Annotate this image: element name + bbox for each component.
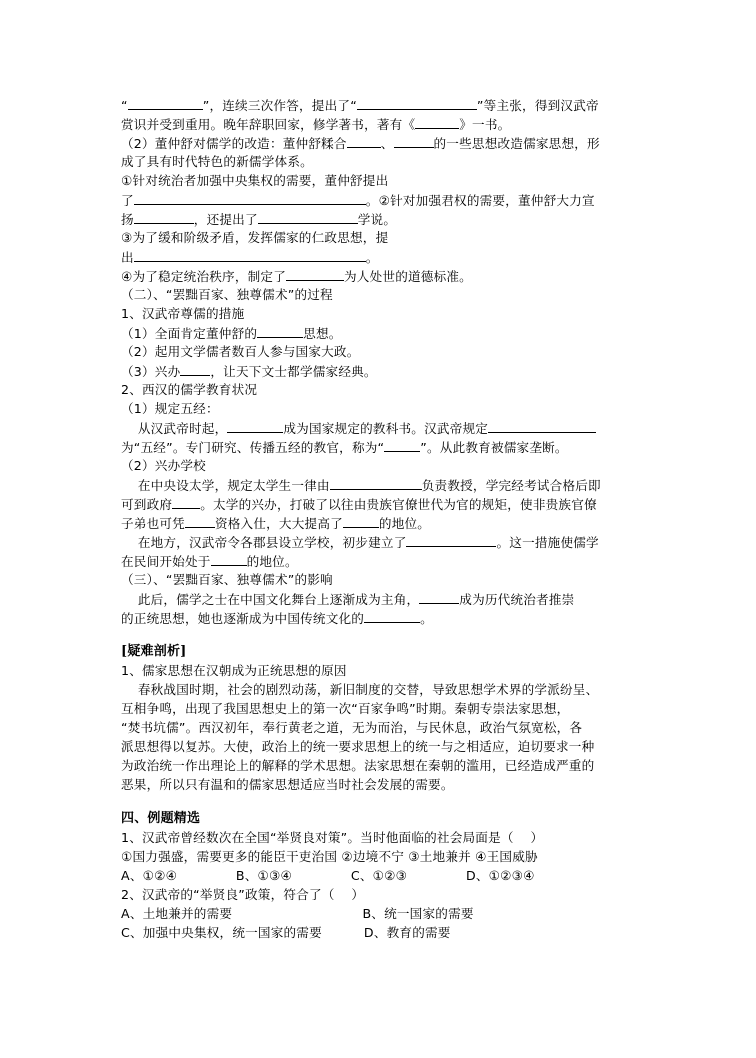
- fill-blank: [185, 514, 215, 528]
- line-text: 可到政府: [121, 497, 173, 512]
- fill-blank: [258, 210, 358, 224]
- line-text: 赏识并受到重用。晚年辞职回家，修学著书，著有《: [121, 117, 416, 132]
- text-line: [121, 286, 333, 304]
- line-text: 。这一措施使儒学: [496, 535, 599, 550]
- fill-blank: [364, 609, 420, 623]
- fill-blank: [330, 476, 422, 490]
- text-line: [121, 681, 598, 699]
- line-text: 1、儒家思想在汉朝成为正统思想的原因: [121, 663, 347, 678]
- text-line: [121, 514, 430, 533]
- line-text: （1）规定五经：: [121, 401, 219, 416]
- text-line: [121, 191, 595, 210]
- text-line: [121, 229, 388, 247]
- text-line: [121, 362, 377, 381]
- line-text: 在中央设太学，规定太学生一律由: [121, 478, 330, 493]
- line-text: ”等主张，得到汉武帝: [476, 98, 599, 113]
- line-text: ”。从此教育被儒家垄断。: [420, 440, 568, 455]
- fill-blank: [488, 419, 596, 433]
- line-text: 2、西汉的儒学教育状况: [121, 382, 258, 397]
- line-text: 负责教授，学完经考试合格后即: [421, 478, 601, 493]
- text-line: [121, 886, 364, 904]
- line-text: 从汉武帝时起，: [121, 421, 228, 436]
- text-line: [121, 924, 451, 942]
- line-text: 春秋战国时期，社会的剧烈动荡，新旧制度的交替，导致思想学术界的学派纷呈、: [121, 682, 599, 697]
- text-line: [121, 495, 597, 514]
- line-text: “焚书坑儒”。西汉初年，奉行黄老之道，无为而治，与民休息，政治气氛宽松，各: [121, 720, 583, 735]
- line-text: 派思想得以复苏。大使，政治上的统一要求思想上的统一与之相适应，迫切要求一种: [121, 739, 595, 754]
- line-text: 的正统思想，她也逐渐成为中国传统文化的: [121, 611, 365, 626]
- fill-blank: [347, 134, 381, 148]
- text-line: [121, 248, 379, 267]
- line-text: （2）起用文学儒者数百人参与国家大政。: [121, 344, 360, 359]
- text-line: [121, 381, 257, 399]
- line-text: 扬: [121, 212, 134, 227]
- text-line: [121, 400, 219, 418]
- text-line: [121, 719, 582, 737]
- text-line: [121, 643, 187, 661]
- line-text: 为“五经”。专门研究、传播五经的教官，称为“: [121, 440, 385, 455]
- text-line: [121, 533, 599, 552]
- text-line: [121, 438, 568, 457]
- text-line: [121, 96, 599, 115]
- text-line: [121, 571, 333, 589]
- line-text: 子弟也可凭: [121, 516, 185, 531]
- line-text: 此后，儒学之士在中国文化舞台上逐渐成为主角，: [121, 592, 420, 607]
- line-text: 、: [380, 136, 394, 151]
- line-text: 为政治统一作出理论上的解释的学术思想。法家思想在秦朝的滥用，已经造成严重的: [121, 758, 595, 773]
- line-text: 。: [365, 250, 379, 265]
- fill-blank: [343, 514, 379, 528]
- line-text: 在民间开始处于: [121, 554, 211, 569]
- fill-blank: [286, 267, 344, 281]
- text-line: [121, 700, 569, 718]
- line-text: C、加强中央集权，统一国家的需要 D、教育的需要: [121, 925, 451, 940]
- text-line: [121, 419, 596, 438]
- line-text: ”，连续三次作答，提出了“: [202, 98, 357, 113]
- fill-blank: [134, 191, 366, 205]
- line-text: 的地位。: [378, 516, 431, 531]
- fill-blank: [415, 115, 459, 129]
- line-text: 了: [121, 193, 134, 208]
- text-line: [121, 905, 474, 923]
- text-line: [121, 153, 313, 171]
- fill-blank: [406, 533, 496, 547]
- text-line: [121, 476, 601, 495]
- fill-blank: [257, 324, 303, 338]
- text-line: [121, 172, 388, 190]
- line-text: [疑难剖析]: [121, 644, 187, 659]
- line-text: ，让天下文士都学儒家经典。: [210, 364, 377, 379]
- line-text: 》一书。: [459, 117, 511, 132]
- line-text: 成为国家规定的教科书。汉武帝规定: [283, 421, 489, 436]
- line-text: ①针对统治者加强中央集权的需要，董仲舒提出: [121, 173, 389, 188]
- fill-blank: [419, 590, 459, 604]
- text-line: [121, 829, 543, 847]
- line-text: （2）兴办学校: [121, 458, 206, 473]
- text-line: [121, 343, 360, 361]
- line-text: 的一些思想改造儒家思想，形: [433, 136, 600, 151]
- text-line: [121, 590, 574, 609]
- fill-blank: [172, 495, 200, 509]
- line-text: 思想。: [303, 326, 342, 341]
- text-line: [121, 115, 510, 134]
- line-text: （二）、“罢黜百家、独尊儒术”的过程: [121, 287, 333, 302]
- line-text: ①国力强盛，需要更多的能臣干吏治国 ②边境不宁 ③土地兼并 ④王国威胁: [121, 849, 538, 864]
- text-line: [121, 305, 244, 323]
- fill-blank: [128, 96, 203, 110]
- text-line: [121, 810, 200, 828]
- fill-blank: [134, 248, 366, 262]
- fill-blank: [394, 134, 434, 148]
- text-line: [121, 776, 454, 794]
- line-text: 成了具有时代特色的新儒学体系。: [121, 154, 313, 169]
- text-line: [121, 848, 538, 866]
- fill-blank: [134, 210, 194, 224]
- line-text: ，还提出了: [193, 212, 258, 227]
- line-text: 的地位。: [246, 554, 298, 569]
- line-text: 四、例题精选: [121, 811, 201, 826]
- line-text: 资格入仕，大大提高了: [214, 516, 343, 531]
- text-line: [121, 324, 342, 343]
- line-text: 。: [420, 611, 433, 626]
- line-text: 1、汉武帝尊儒的措施: [121, 306, 245, 321]
- text-line: [121, 738, 594, 756]
- line-text: 学说。: [357, 212, 397, 227]
- line-text: A、土地兼并的需要 B、统一国家的需要: [121, 906, 474, 921]
- line-text: 。②针对加强君权的需要，董仲舒大力宣: [365, 193, 595, 208]
- text-line: [121, 867, 535, 885]
- line-text: ③为了缓和阶级矛盾，发挥儒家的仁政思想，提: [121, 230, 389, 245]
- fill-blank: [227, 419, 283, 433]
- line-text: （三）、“罢黜百家、独尊儒术”的影响: [121, 572, 333, 587]
- text-line: [121, 267, 472, 286]
- fill-blank: [384, 438, 420, 452]
- line-text: 成为历代统治者推崇: [459, 592, 575, 607]
- line-text: （1）全面肯定董仲舒的: [121, 326, 258, 341]
- text-line: [121, 457, 206, 475]
- text-line: [121, 609, 433, 628]
- line-text: 在地方，汉武帝令各郡县设立学校，初步建立了: [121, 535, 407, 550]
- line-text: 1、汉武帝曾经数次在全国“举贤良对策”。当时他面临的社会局面是（ ）: [121, 830, 544, 845]
- line-text: （3）兴办: [121, 364, 181, 379]
- line-text: （2）董仲舒对儒学的改造：董仲舒糅合: [121, 136, 347, 151]
- text-line: [121, 662, 347, 680]
- line-text: 恶果，所以只有温和的儒家思想适应当时社会发展的需要。: [121, 777, 454, 792]
- line-text: ④为了稳定统治秩序，制定了: [121, 269, 287, 284]
- line-text: A、①②④ B、①③④ C、①②③ D、①②③④: [121, 868, 535, 883]
- text-line: [121, 134, 600, 153]
- fill-blank: [180, 362, 210, 376]
- text-line: [121, 757, 594, 775]
- fill-blank: [211, 552, 247, 566]
- text-line: [121, 210, 396, 229]
- fill-blank: [357, 96, 477, 110]
- line-text: 互相争鸣，出现了我国思想史上的第一次“百家争鸣”时期。秦朝专崇法家思想，: [121, 701, 570, 716]
- line-text: 为人处世的道德标准。: [344, 269, 472, 284]
- line-text: 出: [121, 250, 134, 265]
- line-text: “: [121, 98, 128, 113]
- line-text: 。太学的兴办，打破了以往由贵族官僚世代为官的规矩，使非贵族官僚: [200, 497, 597, 512]
- text-line: [121, 552, 298, 571]
- line-text: 2、汉武帝的“举贤良”政策，符合了（ ）: [121, 887, 365, 902]
